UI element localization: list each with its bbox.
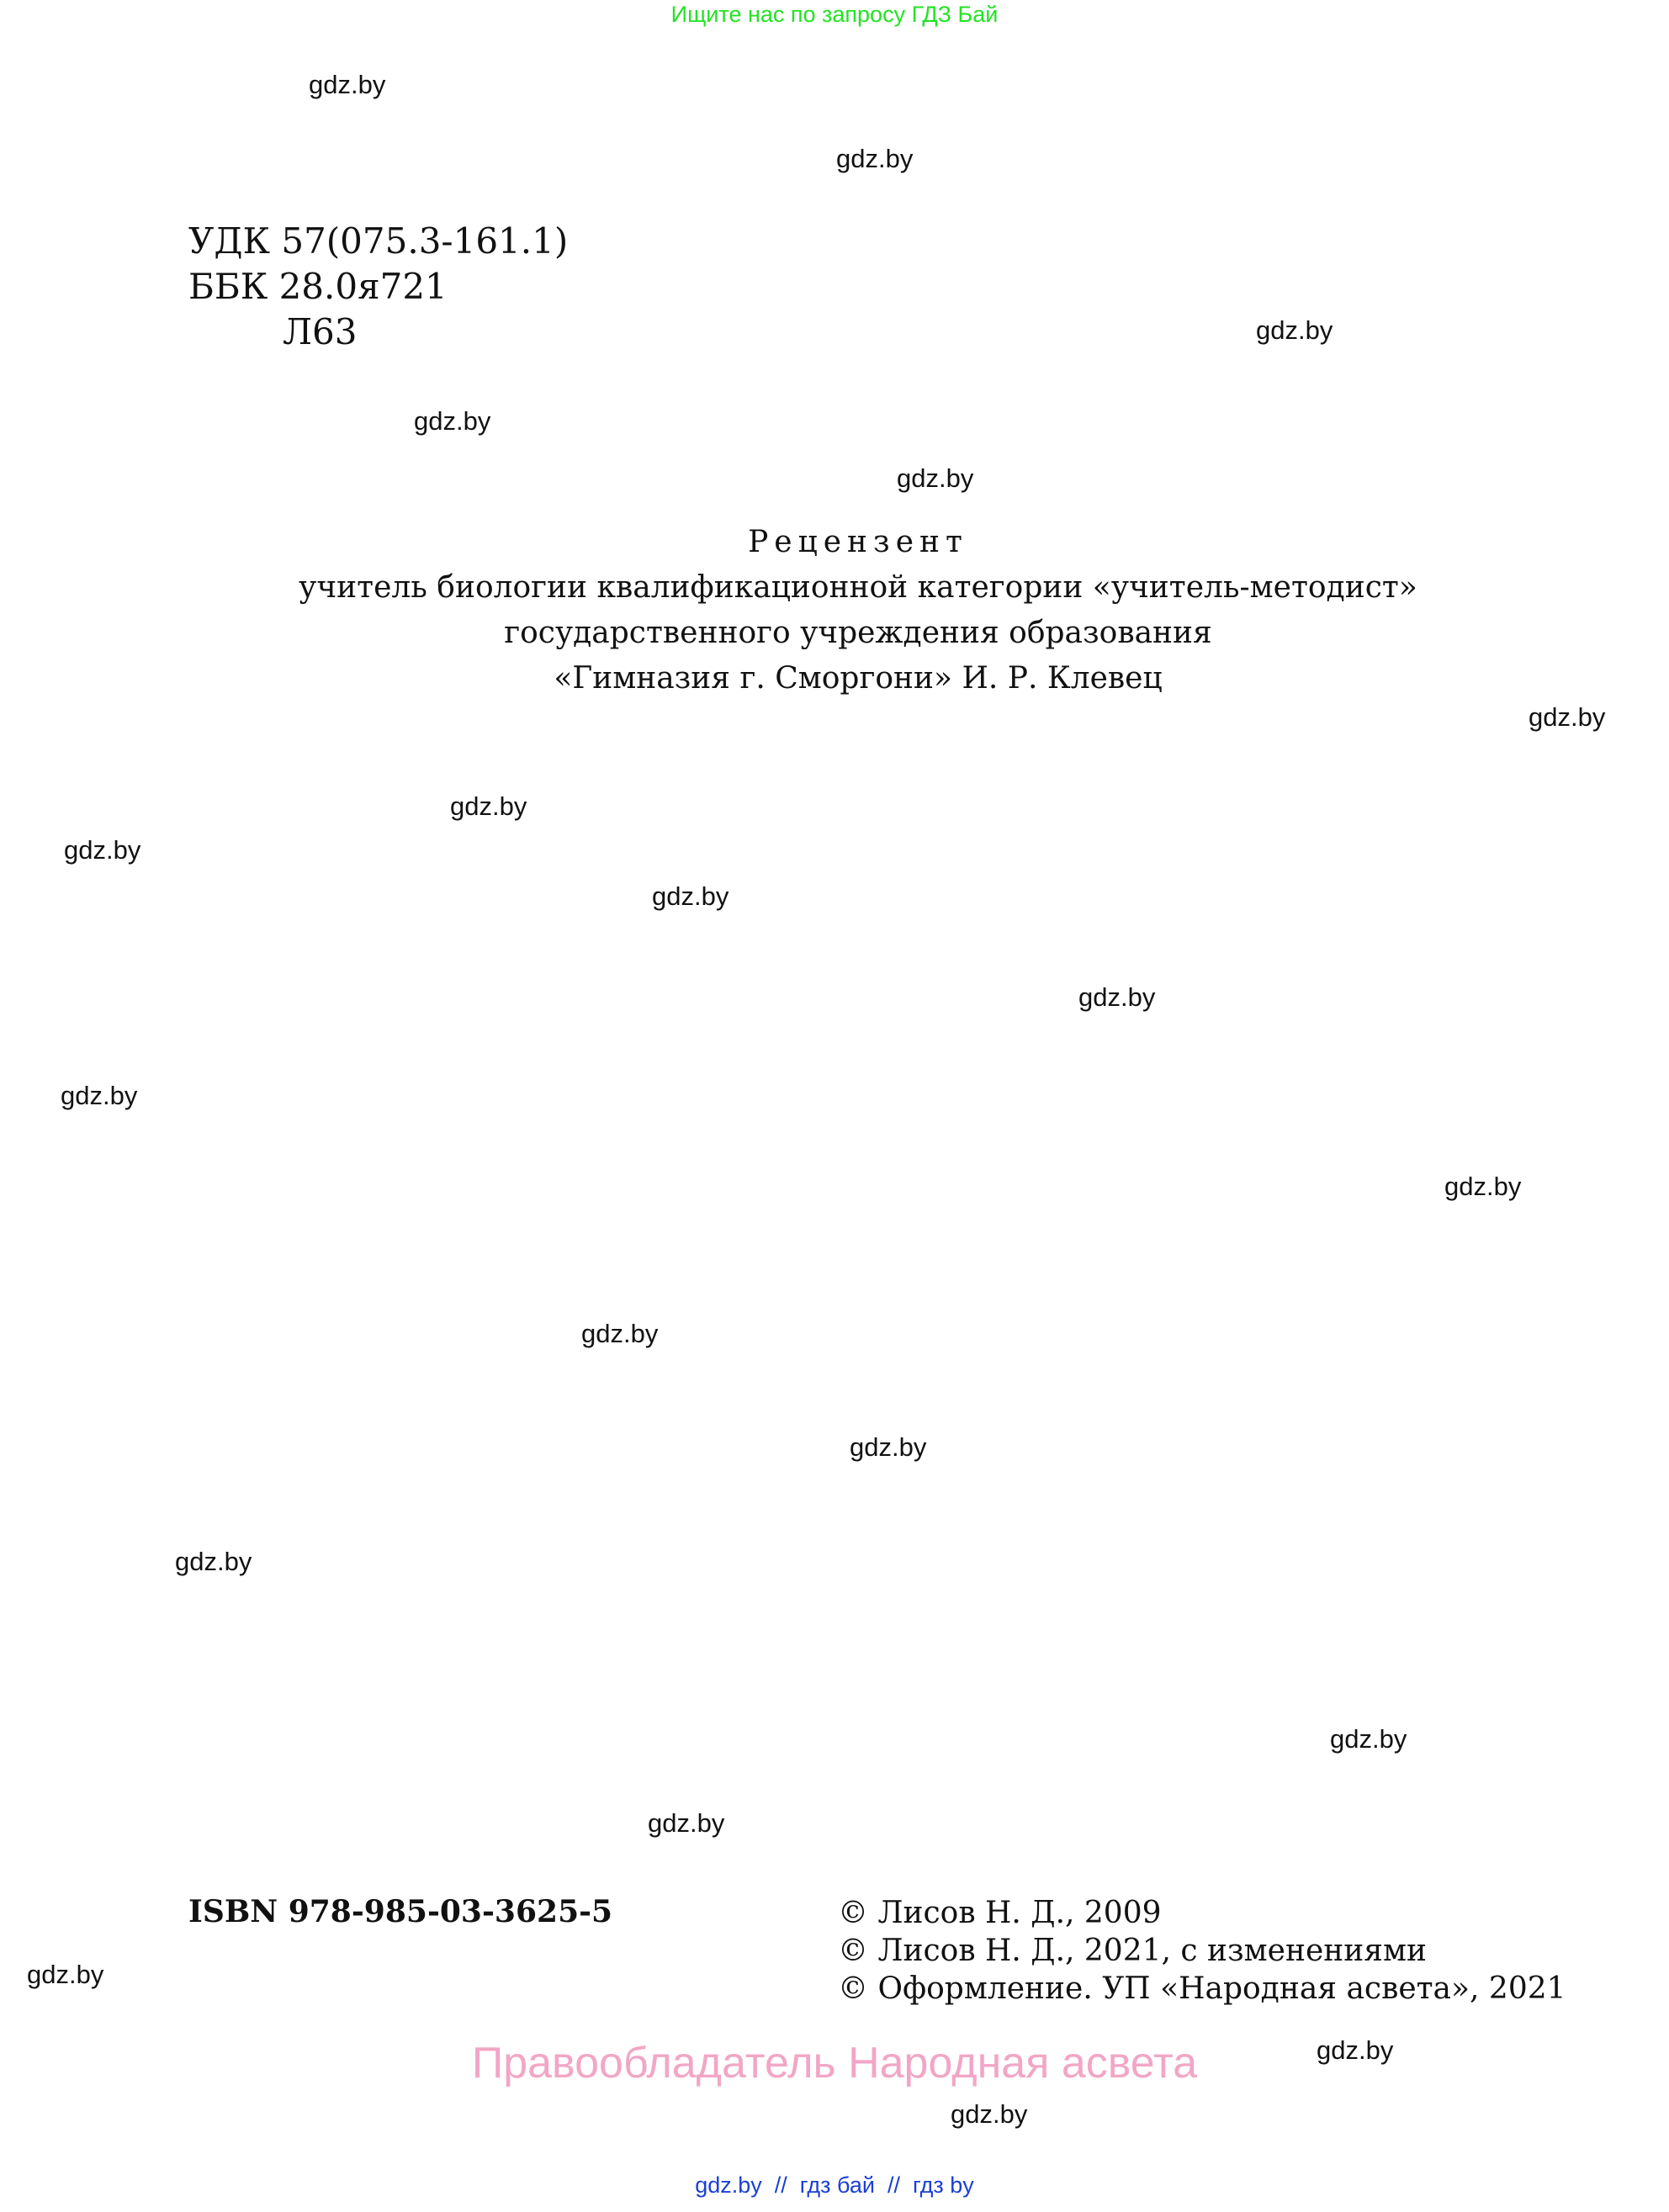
udk-code: УДК 57(075.3-161.1) xyxy=(188,220,569,262)
reviewer-block xyxy=(0,520,1669,701)
author-mark: Л63 xyxy=(283,311,358,352)
watermark-text: gdz.by xyxy=(581,1319,659,1348)
reviewer-line: «Гимназия г. Сморгони» И. Р. Клевец xyxy=(554,661,1163,696)
footer-links[interactable]: gdz.by // гдз бай // гдз by xyxy=(695,2172,974,2198)
reviewer-line: государственного учреждения образования xyxy=(504,616,1212,650)
copyright-line: © Лисов Н. Д., 2009 xyxy=(838,1896,1162,1930)
watermark-text: gdz.by xyxy=(652,881,729,911)
rights-holder-watermark: Правообладатель Народная асвета xyxy=(471,2039,1198,2088)
copyright-block xyxy=(838,1894,1566,2008)
watermark-text: gdz.by xyxy=(1529,702,1606,732)
watermark-text: gdz.by xyxy=(414,406,491,436)
classification-block xyxy=(188,219,568,355)
watermark-text: gdz.by xyxy=(897,463,974,493)
watermark-text: gdz.by xyxy=(1444,1172,1522,1201)
watermark-text: gdz.by xyxy=(61,1081,138,1110)
watermark-text: gdz.by xyxy=(450,791,527,821)
watermark-text: gdz.by xyxy=(1317,2035,1394,2065)
watermark-text: gdz.by xyxy=(648,1808,725,1838)
top-search-banner: Ищите нас по запросу ГДЗ Бай xyxy=(670,2,999,27)
reviewer-heading: Рецензент xyxy=(748,525,968,559)
watermark-text: gdz.by xyxy=(951,2099,1028,2129)
watermark-text: gdz.by xyxy=(27,1960,104,1989)
watermark-text: gdz.by xyxy=(1330,1724,1407,1754)
copyright-line: © Оформление. УП «Народная асвета», 2021 xyxy=(838,1971,1566,2006)
isbn-number: ISBN 978-985-03-3625-5 xyxy=(188,1894,613,1929)
watermark-text: gdz.by xyxy=(850,1432,927,1462)
watermark-text: gdz.by xyxy=(836,144,914,173)
reviewer-line: учитель биологии квалификационной категории «учитель-методист» xyxy=(299,570,1417,605)
watermark-text: gdz.by xyxy=(1256,315,1333,345)
bbk-code: ББК 28.0я721 xyxy=(188,266,448,307)
watermark-text: gdz.by xyxy=(175,1547,252,1576)
copyright-line: © Лисов Н. Д., 2021, с изменениями xyxy=(838,1934,1427,1968)
watermark-text: gdz.by xyxy=(64,835,141,865)
watermark-text: gdz.by xyxy=(1078,982,1156,1012)
watermark-text: gdz.by xyxy=(309,70,386,99)
